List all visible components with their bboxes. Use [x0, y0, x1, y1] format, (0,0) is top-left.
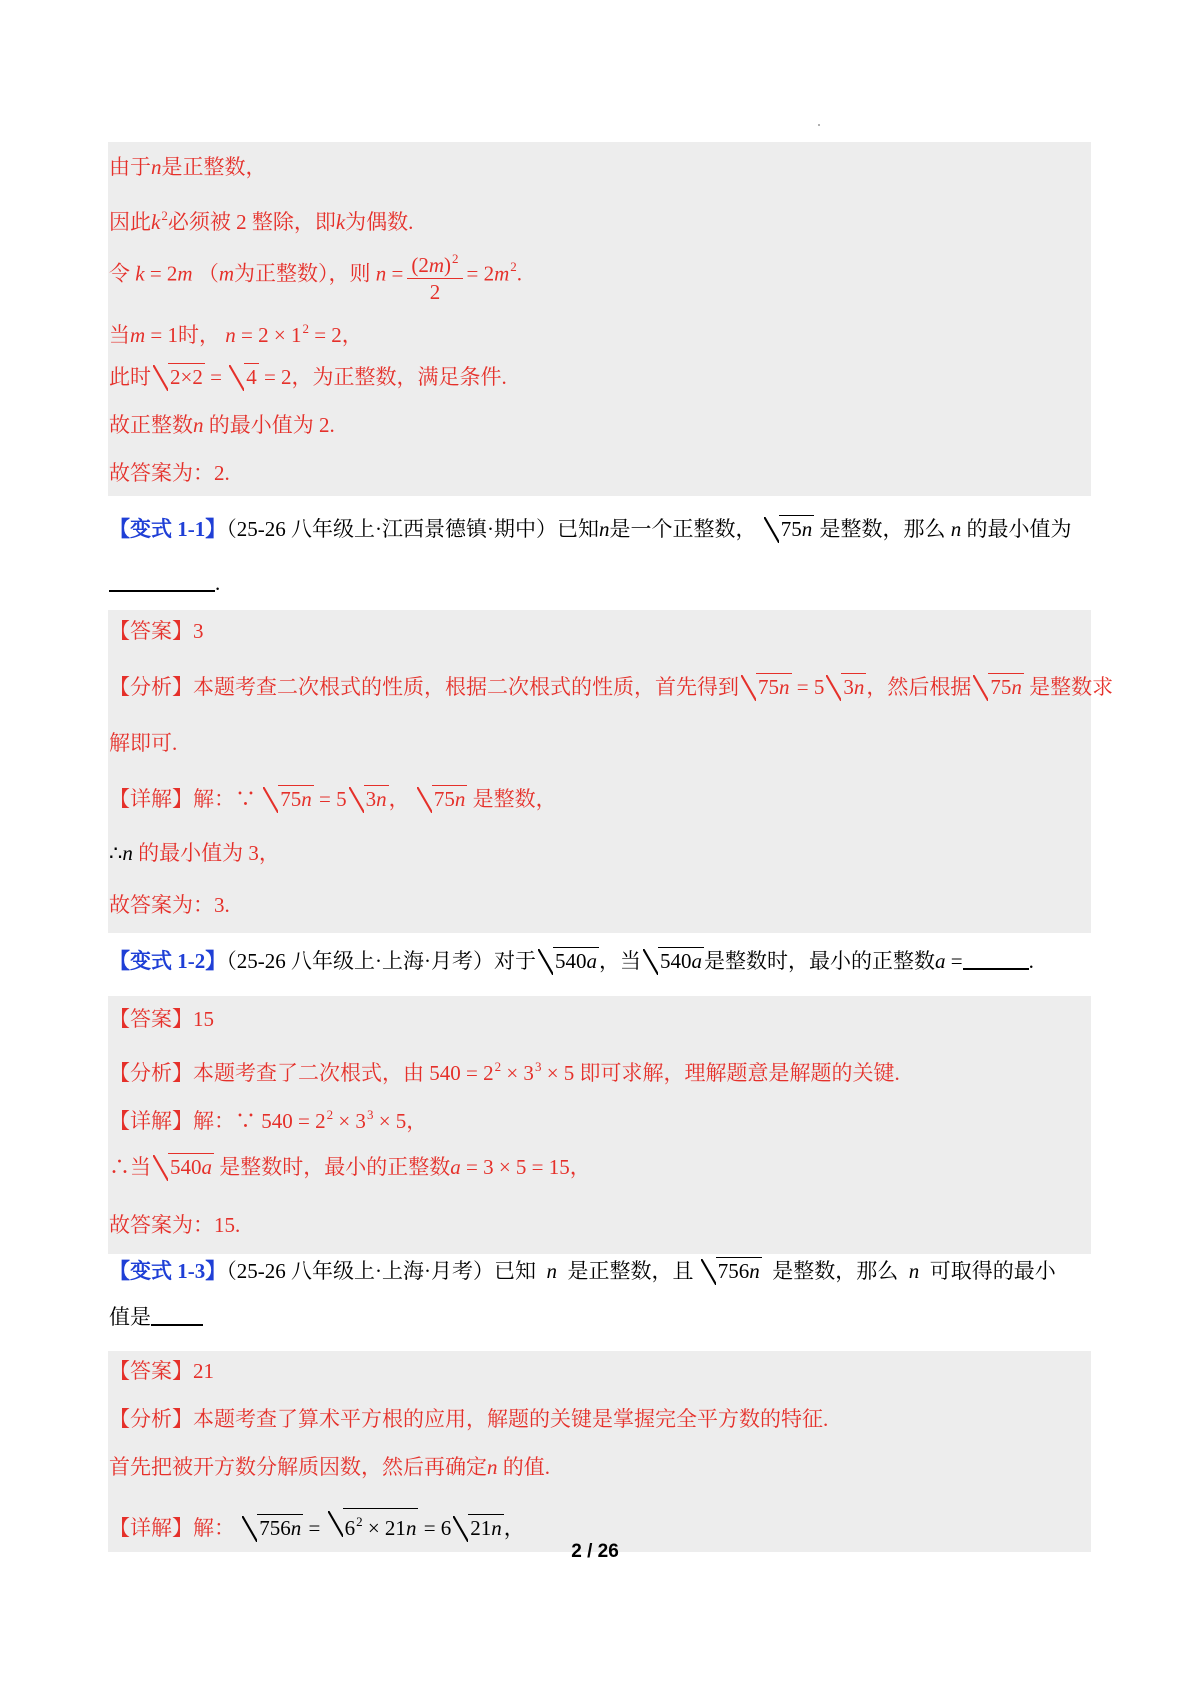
solution-line: 由于n是正整数，	[109, 155, 267, 179]
final-answer-line: 故答案为：2.	[109, 461, 230, 485]
sqrt-expression: 75n	[417, 784, 468, 814]
solution-line: 因此$k^2$必须被 2 整除，即k为偶数.	[109, 208, 414, 234]
answer-line: 【答案】15	[109, 1007, 214, 1031]
sqrt-expression: 756n	[242, 1513, 303, 1543]
question-1-2: 【变式 1-2】（25-26 八年级上·上海·月考）对于 540a，当 540a是整数时，最小的正整数a = .	[109, 946, 1034, 976]
sqrt-expression: 540a	[153, 1152, 214, 1182]
sqrt-expression: 4	[229, 362, 259, 392]
analysis-line: 【分析】本题考查了二次根式，由 $540 = 2^2 \times 3^3 \times 5$ 即可求解，理解题意是解题的关键.	[109, 1059, 900, 1085]
detail-line: 【详解】解：∵ 75n = 5 3n， 75n 是整数，	[109, 784, 557, 814]
stray-dot	[818, 124, 820, 126]
answer-line: 【答案】3	[109, 619, 204, 643]
question-tag: 【变式 1-1】	[109, 517, 227, 541]
sqrt-expression: 75n	[973, 672, 1024, 702]
detail-line: 【详解】解：∵ $540 = 2^2 \times 3^3 \times 5$，	[109, 1107, 428, 1133]
sqrt-expression: 75n	[741, 672, 792, 702]
sqrt-expression: 756n	[701, 1256, 762, 1286]
sqrt-expression: 540a	[538, 946, 599, 976]
sqrt-expression: 75n	[263, 784, 314, 814]
solution-line: 此时 2×2 = 4 = 2，为正整数，满足条件.	[109, 362, 507, 392]
solution-line: 故正整数n 的最小值为 2.	[109, 413, 335, 437]
question-tag: 【变式 1-3】	[109, 1259, 227, 1283]
fraction: $\frac{(2m)^2}{2}$	[407, 246, 462, 305]
sqrt-expression: 2×2	[153, 362, 205, 392]
answer-blank[interactable]	[151, 1302, 203, 1326]
question-1-3: 【变式 1-3】（25-26 八年级上·上海·月考）已知 n 是正整数，且 756n 是整数，那么 n 可取得的最小	[109, 1256, 1056, 1286]
sqrt-expression: 540a	[643, 946, 704, 976]
detail-line: ∴当 540a 是整数时，最小的正整数a = 3 × 5 = 15，	[109, 1152, 591, 1182]
answer-blank[interactable]	[109, 568, 215, 592]
analysis-line: 【分析】本题考查了算术平方根的应用，解题的关键是掌握完全平方数的特征.	[109, 1407, 829, 1431]
question-tag: 【变式 1-2】	[109, 949, 227, 973]
sqrt-expression: 3n	[349, 784, 389, 814]
analysis-line: 解即可.	[109, 731, 178, 755]
question-1-1: 【变式 1-1】（25-26 八年级上·江西景德镇·期中）已知n是一个正整数， 75n 是整数，那么 n 的最小值为	[109, 514, 1071, 544]
answer-blank-line: .	[109, 568, 220, 598]
solution-line: 令 k = 2m （m为正整数），则 n = $\frac{(2m)^2}{2}$ = $2m^2$.	[109, 246, 522, 305]
page-number: 2 / 26	[571, 1541, 619, 1562]
final-answer-line: 故答案为：15.	[109, 1213, 241, 1237]
solution-line: 当m = 1时， $n = 2 \times 1^2 = 2$，	[109, 321, 363, 347]
answer-blank-line: 值是	[109, 1302, 203, 1332]
detail-line: ∴n 的最小值为 3，	[109, 841, 280, 865]
sqrt-expression: 21n	[453, 1513, 504, 1543]
analysis-line: 首先把被开方数分解质因数，然后再确定n 的值.	[109, 1455, 550, 1479]
answer-blank[interactable]	[963, 946, 1029, 970]
sqrt-expression: 3n	[826, 672, 866, 702]
solution-block-1	[108, 610, 1091, 933]
sqrt-expression: $6^2 \times 21n$	[328, 1508, 419, 1543]
analysis-line: 【分析】本题考查二次根式的性质，根据二次根式的性质，首先得到 75n = 5 3n，然后根据 75n 是整数求	[109, 672, 1113, 702]
sqrt-expression: 75n	[764, 514, 815, 544]
final-answer-line: 故答案为：3.	[109, 893, 230, 917]
answer-line: 【答案】21	[109, 1359, 214, 1383]
detail-line: 【详解】解： $756n = 6^2 \times 21n = 6$ 21n，	[109, 1508, 525, 1543]
